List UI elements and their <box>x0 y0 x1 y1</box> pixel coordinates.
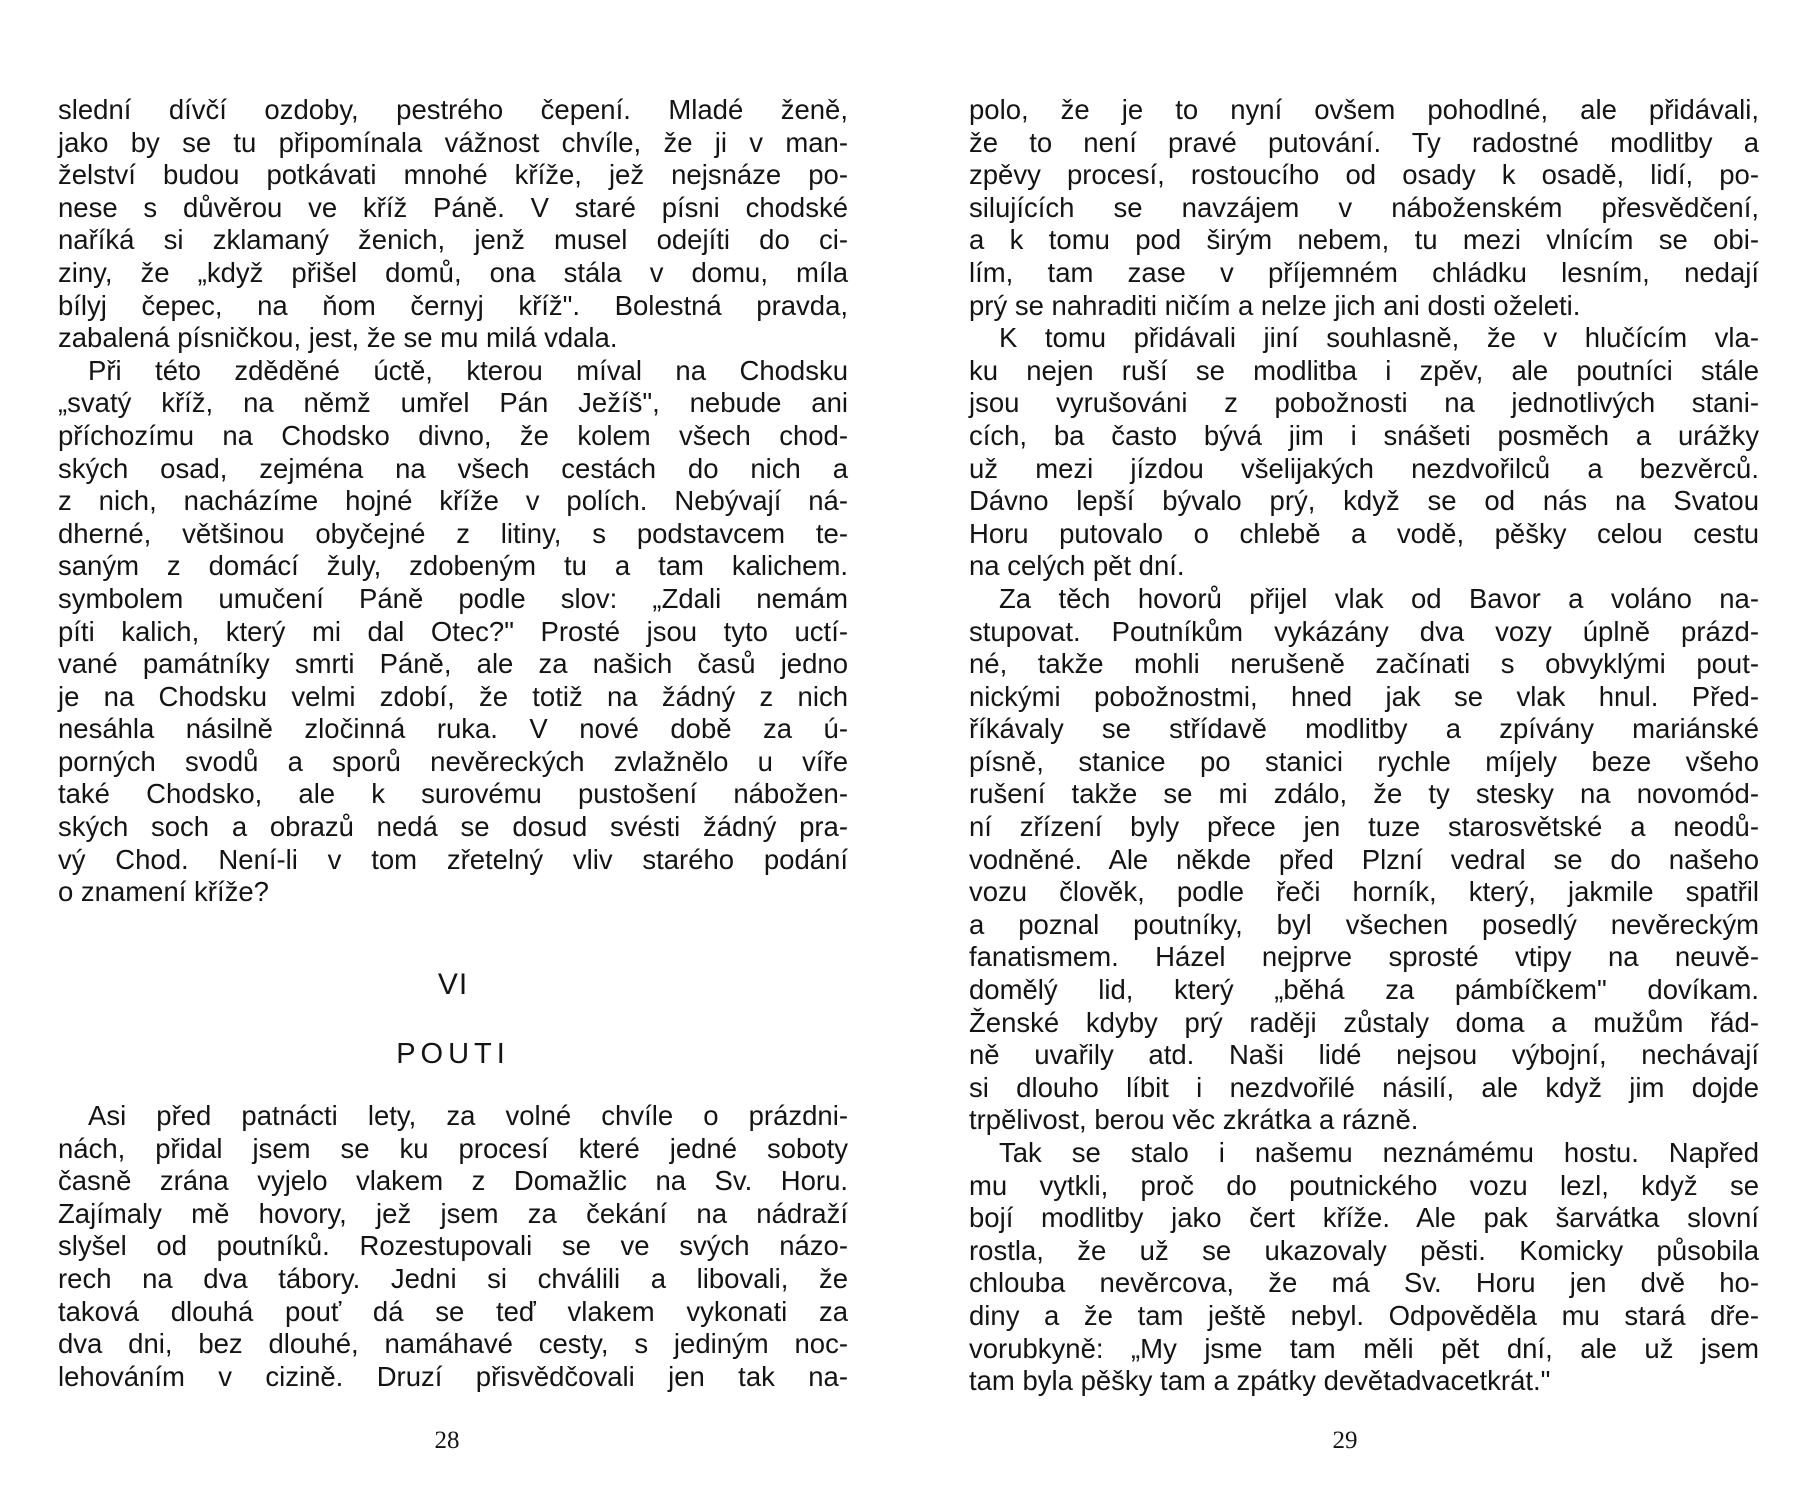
text-line: vorubkyně: „My jsme tam měli pět dní, ale už jsem <box>969 1332 1759 1364</box>
text-line: zpěvy procesí, rostoucího od osady k osadě, lidí, po- <box>969 159 1759 191</box>
text-line: Dávno lepší bývalo prý, když se od nás na Svatou <box>969 485 1759 517</box>
text-line: o znamení kříže? <box>58 876 269 908</box>
left-page-text-top <box>58 94 848 909</box>
text-line: ku nejen ruší se modlitba i zpěv, ale poutníci stále <box>969 354 1759 386</box>
text-line: porných svodů a sporů nevěreckých zvlažnělo u víře <box>58 745 848 777</box>
text-line: vý Chod. Není-li v tom zřetelný vliv starého podání <box>58 843 848 875</box>
text-line: vozu člověk, podle řeči horník, který, jakmile spatřil <box>969 876 1759 908</box>
text-line: je na Chodsku velmi zdobí, že totiž na žádný z nich <box>58 680 848 712</box>
text-line: cích, ba často bývá jim i snášeti posměch a urážky <box>969 419 1759 451</box>
text-line: dherné, většinou obyčejné z litiny, s podstavcem te- <box>58 517 848 549</box>
text-line: mu vytkli, proč do poutnického vozu lezl, když se <box>969 1169 1759 1201</box>
text-line: Ženské kdyby prý raději zůstaly doma a mužům řád- <box>969 1006 1759 1038</box>
text-line: trpělivost, berou věc zkrátka a rázně. <box>969 1104 1419 1136</box>
text-line: písně, stanice po stanici rychle míjely beze všeho <box>969 745 1759 777</box>
text-line: už mezi jízdou všelijakých nezdvořilců a bezvěrců. <box>969 452 1759 484</box>
text-line: bojí modlitby jako čert kříže. Ale pak šarvátka slovní <box>969 1202 1759 1234</box>
right-page-text <box>969 94 1759 1398</box>
text-line: slední dívčí ozdoby, pestrého čepení. Mladé ženě, <box>58 94 848 125</box>
text-line: si dlouho líbit i nezdvořilé násilí, ale když jim dojde <box>969 1071 1759 1103</box>
text-line: ní zřízení byly přece jen tuze starosvětské a neodů- <box>969 811 1759 843</box>
text-line: domělý lid, který „běhá za pámbíčkem" dovíkam. <box>969 974 1759 1006</box>
text-line: stupovat. Poutníkům vykázány dva vozy úplně prázd- <box>969 615 1759 647</box>
text-line: ně uvařily atd. Naši lidé nejsou výbojní, nechávají <box>969 1039 1759 1071</box>
text-line: Tak se stalo i našemu neznámému hostu. Napřed <box>999 1137 1759 1168</box>
text-line: saným z domácí žuly, zdobeným tu a tam kalichem. <box>58 550 848 582</box>
text-line: jsou vyrušováni z pobožnosti na jednotlivých stani- <box>969 387 1759 419</box>
text-line: vodněné. Ale někde před Plzní vedral se do našeho <box>969 843 1759 875</box>
text-line: že to není pravé putování. Ty radostné modlitby a <box>969 126 1759 158</box>
text-line: ských osad, zejména na všech cestách do nich a <box>58 452 848 484</box>
text-line: bílyj čepec, na ňom černyj kříž". Bolestná pravda, <box>58 289 848 321</box>
text-line: K tomu přidávali jiní souhlasně, že v hlučícím vla- <box>999 322 1759 354</box>
text-line: slyšel od poutníků. Rozestupovali se ve svých názo- <box>58 1230 848 1262</box>
text-line: ziny, že „když přišel domů, ona stála v domu, míla <box>58 256 848 288</box>
left-page-text-bottom <box>58 1100 848 1393</box>
page-number-right: 29 <box>1332 1427 1358 1454</box>
text-line: prý se nahraditi ničím a nelze jich ani dosti oželeti. <box>969 289 1581 321</box>
text-line: říkávaly se střídavě modlitby a zpívány mariánské <box>969 713 1759 745</box>
text-line: Horu putovalo o chlebě a vodě, pěšky celou cestu <box>969 517 1759 549</box>
text-line: nesáhla násilně zločinná ruka. V nové době za ú- <box>58 713 848 745</box>
text-line: želství budou potkávati mnohé kříže, jež nejsnáze po- <box>58 159 848 191</box>
text-line: zabalená písničkou, jest, že se mu milá vdala. <box>58 322 618 354</box>
text-line: příchozímu na Chodsko divno, že kolem všech chod- <box>58 419 848 451</box>
text-line: chlouba nevěrcova, že má Sv. Horu jen dvě ho- <box>969 1267 1759 1299</box>
page-number-left: 28 <box>434 1427 460 1454</box>
text-line: lím, tam zase v příjemném chládku lesním, nedají <box>969 256 1759 288</box>
text-line: na celých pět dní. <box>969 550 1185 582</box>
text-line: rostla, že už se ukazovaly pěsti. Komicky působila <box>969 1234 1759 1266</box>
text-line: lehováním v cizině. Druzí přisvědčovali jen tak na- <box>58 1360 848 1392</box>
text-line: Zajímaly mě hovory, jež jsem za čekání na nádraží <box>58 1197 848 1229</box>
right-page <box>899 0 1798 1500</box>
text-line: ských soch a obrazů nedá se dosud svésti žádný pra- <box>58 811 848 843</box>
text-line: né, takže mohli nerušeně začínati s obvyklými pout- <box>969 648 1759 680</box>
text-line: rech na dva tábory. Jedni si chválili a libovali, že <box>58 1262 848 1294</box>
text-line: Asi před patnácti lety, za volné chvíle o prázdni- <box>88 1100 848 1131</box>
text-line: tam byla pěšky tam a zpátky devětadvacetkrát." <box>969 1365 1551 1397</box>
text-line: jako by se tu připomínala vážnost chvíle, že ji v man- <box>58 126 848 158</box>
text-line: fanatismem. Házel nejprve sprosté vtipy na neuvě- <box>969 941 1759 973</box>
text-line: časně zrána vyjelo vlakem z Domažlic na Sv. Horu. <box>58 1165 848 1197</box>
text-line: z nich, nacházíme hojné kříže v polích. Nebývají ná- <box>58 485 848 517</box>
text-line: vané památníky smrti Páně, ale za našich časů jedno <box>58 648 848 680</box>
text-line: nese s důvěrou ve kříž Páně. V staré písni chodské <box>58 191 848 223</box>
text-line: a k tomu pod širým nebem, tu mezi vlnícím se obi- <box>969 224 1759 256</box>
chapter-title: POUTI <box>396 1038 510 1070</box>
text-line: „svatý kříž, na němž umřel Pán Ježíš", nebude ani <box>58 387 848 419</box>
text-line: také Chodsko, ale k surovému pustošení nábožen- <box>58 778 848 810</box>
text-line: Za těch hovorů přijel vlak od Bavor a voláno na- <box>999 582 1759 614</box>
text-line: rušení takže se mi zdálo, že ty stesky na novomód- <box>969 778 1759 810</box>
text-line: dva dni, bez dlouhé, namáhavé cesty, s jediným noc- <box>58 1328 848 1360</box>
text-line: polo, že je to nyní ovšem pohodlné, ale přidávali, <box>969 94 1759 125</box>
text-line: symbolem umučení Páně podle slov: „Zdali nemám <box>58 582 848 614</box>
text-line: a poznal poutníky, byl všechen posedlý nevěreckým <box>969 908 1759 940</box>
chapter-number: VI <box>437 968 469 1001</box>
text-line: nách, přidal jsem se ku procesí které jedné soboty <box>58 1132 848 1164</box>
text-line: Při této zděděné úctě, kterou míval na Chodsku <box>88 354 848 386</box>
text-line: naříká si zklamaný ženich, jenž musel odejíti do ci- <box>58 224 848 256</box>
text-line: silujících se navzájem v náboženském přesvědčení, <box>969 191 1759 223</box>
text-line: taková dlouhá pouť dá se teď vlakem vykonati za <box>58 1295 848 1327</box>
text-line: píti kalich, který mi dal Otec?" Prosté jsou tyto uctí- <box>58 615 848 647</box>
text-line: nickými pobožnostmi, hned jak se vlak hnul. Před- <box>969 680 1759 712</box>
text-line: diny a že tam ještě nebyl. Odpověděla mu stará dře- <box>969 1299 1759 1331</box>
